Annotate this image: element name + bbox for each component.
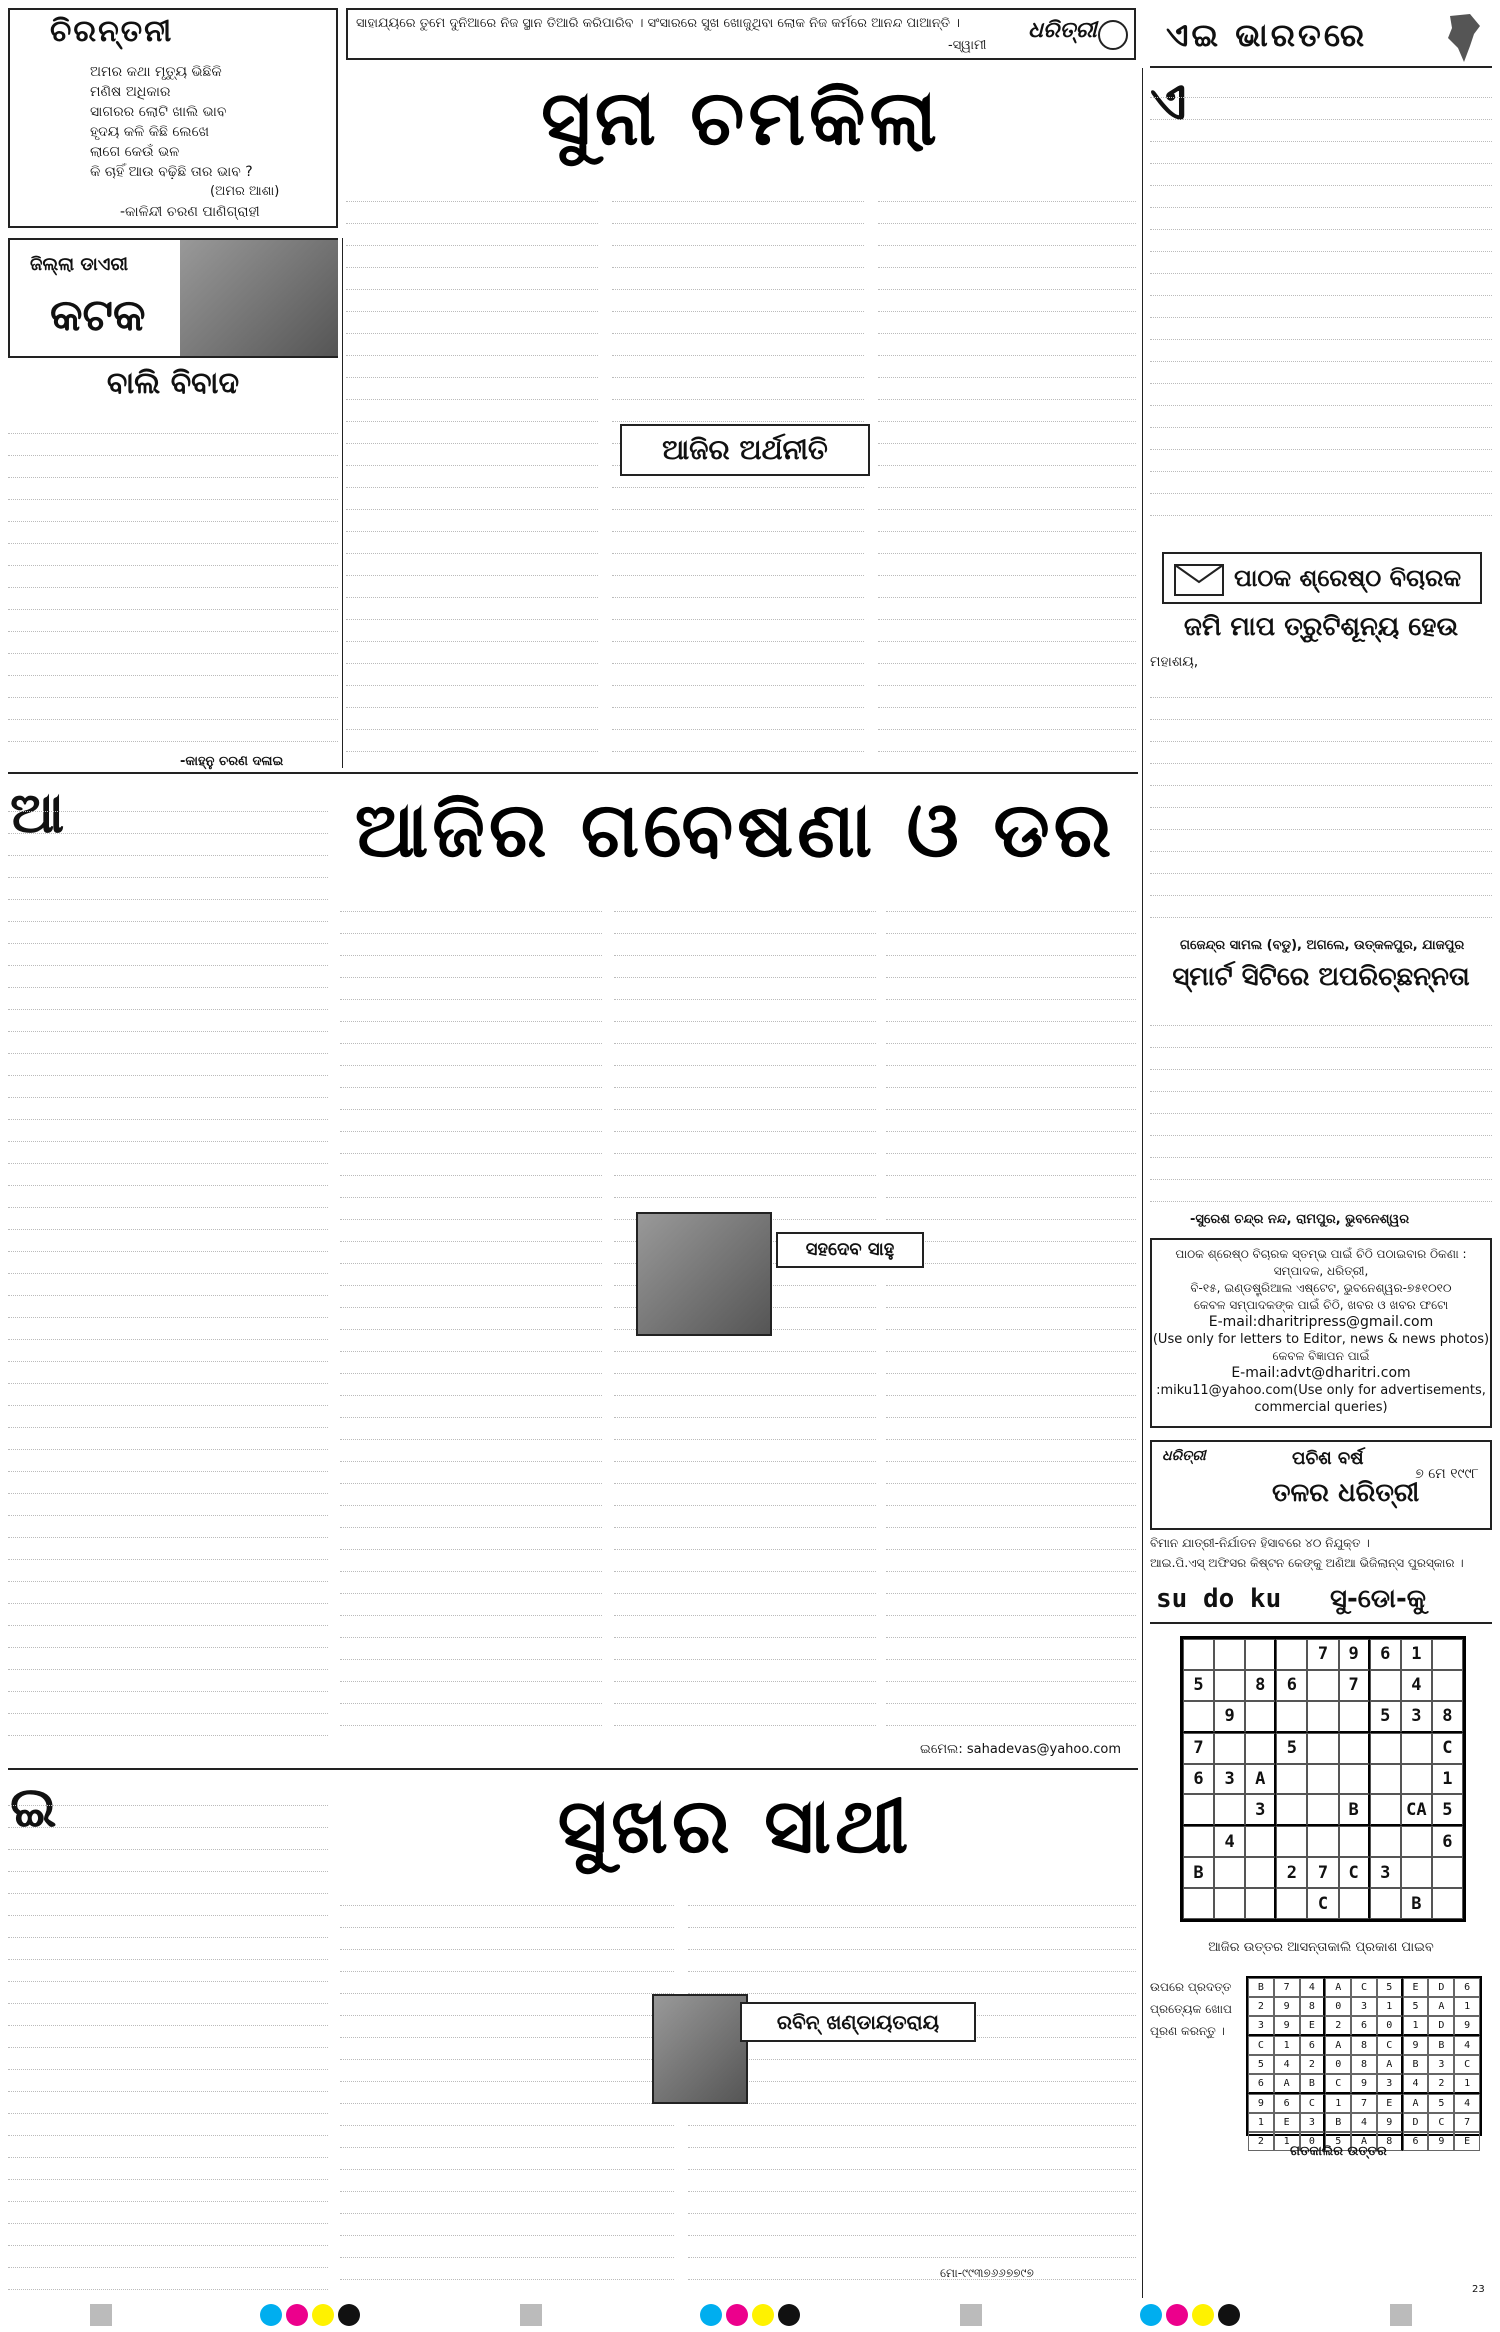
district-headline: ବାଲି ବିବାଦ — [106, 366, 240, 401]
letter1-body — [1150, 676, 1492, 936]
yellow-registration-dot — [312, 2304, 334, 2326]
sukha-dropcap: ଇ — [10, 1775, 57, 1840]
solution-cell: E — [1403, 1978, 1429, 1997]
dharitri-logo: ଧରିତ୍ରୀ — [1028, 18, 1097, 43]
district-diary-label: ଜିଲ୍ଲା ଡାଏରୀ — [30, 254, 129, 275]
sudoku-cell[interactable]: 6 — [1432, 1826, 1463, 1857]
letter2-title: ସ୍ମାର୍ଟ ସିଟିରେ ଅପରିଚ୍ଛନ୍ନତା — [1172, 962, 1470, 992]
sukha-col-1 — [8, 1784, 328, 2294]
poem-line: ସାଗରର ଲୋଟି ଖାଲି ଭାବ — [90, 104, 227, 120]
sudoku-cell[interactable] — [1432, 1639, 1463, 1670]
solution-cell: 9 — [1274, 1997, 1300, 2016]
solution-cell: C — [1454, 2055, 1480, 2074]
sudoku-cell[interactable]: 5 — [1432, 1794, 1463, 1826]
sudoku-cell[interactable] — [1307, 1670, 1338, 1701]
sudoku-cell[interactable] — [1370, 1826, 1401, 1857]
yesterday-solution-grid — [1246, 1976, 1482, 2147]
sudoku-cell[interactable] — [1214, 1670, 1245, 1701]
chirantani-poem — [90, 62, 253, 182]
solution-cell: A — [1274, 2074, 1300, 2094]
sudoku-cell[interactable] — [1432, 1670, 1463, 1701]
solution-cell: 0 — [1377, 2016, 1403, 2036]
solution-cell: B — [1248, 1978, 1274, 1997]
solution-cell: A — [1403, 2094, 1429, 2113]
sudoku-cell[interactable] — [1307, 1733, 1338, 1764]
solution-cell: B — [1325, 2113, 1351, 2132]
quote-text: ସାହାଯ୍ୟରେ ତୁମେ ଦୁନିଆରେ ନିଜ ସ୍ଥାନ ତିଆରି କରିପାରିବ । ସଂସାରରେ ସୁଖ ଖୋଜୁଥିବା ଲୋକ ନିଜ କର୍ମରେ ଆନନ୍ଦ ପାଆନ୍ତି । — [356, 16, 961, 31]
chirantani-title: ଚିରନ୍ତନୀ — [50, 14, 174, 49]
sudoku-cell[interactable]: 4 — [1214, 1826, 1245, 1857]
solution-cell: 9 — [1274, 2016, 1300, 2036]
solution-cell: C — [1377, 2036, 1403, 2055]
solution-cell: 0 — [1325, 2055, 1351, 2074]
solution-cell: B — [1403, 2055, 1429, 2074]
divider — [8, 1768, 1138, 1770]
sudoku-cell[interactable] — [1339, 1826, 1370, 1857]
sudoku-cell[interactable]: 9 — [1339, 1639, 1370, 1670]
sudoku-cell[interactable]: B — [1339, 1794, 1370, 1826]
magenta-registration-dot — [1166, 2304, 1188, 2326]
solution-cell: 6 — [1454, 1978, 1480, 1997]
sudoku-cell[interactable]: 6 — [1276, 1670, 1307, 1701]
sudoku-cell[interactable] — [1214, 1794, 1245, 1826]
solution-cell: D — [1403, 2113, 1429, 2132]
sudoku-cell[interactable] — [1401, 1826, 1432, 1857]
solution-cell: 7 — [1274, 1978, 1300, 1997]
sudoku-cell[interactable] — [1245, 1639, 1276, 1670]
solution-cell: 2 — [1300, 2055, 1326, 2074]
sudoku-cell[interactable] — [1183, 1794, 1214, 1826]
solution-cell: D — [1428, 2016, 1454, 2036]
sukha-col-2 — [340, 1884, 674, 2294]
sudoku-cell[interactable] — [1245, 1857, 1276, 1888]
sudoku-cell[interactable]: 7 — [1183, 1733, 1214, 1764]
sudoku-cell[interactable]: 3 — [1370, 1857, 1401, 1888]
sudoku-answer-note: ଆଜିର ଉତ୍ତର ଆସନ୍ତାକାଲି ପ୍ରକାଶ ପାଇବ — [1208, 1940, 1434, 1955]
ei-bharatare-dropcap: ଏ — [1150, 72, 1187, 132]
registration-block — [960, 2304, 982, 2326]
research-col-1 — [8, 790, 328, 1740]
letters-banner — [1162, 552, 1482, 604]
solution-cell: 1 — [1403, 2016, 1429, 2036]
sudoku-cell[interactable] — [1276, 1888, 1307, 1919]
solution-cell: D — [1428, 1978, 1454, 1997]
sudoku-cell[interactable]: 7 — [1339, 1670, 1370, 1701]
solution-cell: 4 — [1454, 2036, 1480, 2055]
black-registration-dot — [338, 2304, 360, 2326]
sudoku-grid[interactable] — [1180, 1636, 1466, 1922]
contact-line: କେବଳ ବିଜ୍ଞାପନ ପାଇଁ — [1272, 1349, 1370, 1363]
ei-bharatare-body — [1150, 72, 1492, 536]
solution-cell: C — [1300, 2094, 1326, 2113]
twentyfive-item: ଆଇ.ପି.ଏସ୍ ଅଫିସର କିଷ୍ଟନ କେଙ୍କୁ ଅଣିଆ ଭିଜିଲାନ୍ସ ପୁରସ୍କାର । — [1150, 1556, 1464, 1570]
sudoku-cell[interactable] — [1307, 1701, 1338, 1733]
research-headline: ଆଜିର ଗବେଷଣା ଓ ଡର — [354, 785, 1116, 874]
letters-title: ପାଠକ ଶ୍ରେଷ୍ଠ ବିଚାରକ — [1234, 564, 1462, 592]
solution-cell: E — [1377, 2094, 1403, 2113]
sudoku-yesterday-label: ଗତକାଲିର ଉତ୍ତର — [1290, 2144, 1387, 2159]
sukha-col-3 — [688, 1884, 1136, 2294]
solution-cell: 2 — [1248, 2132, 1274, 2151]
twentyfive-item: ବିମାନ ଯାତ୍ରୀ-ନିର୍ଯାତନ ହିସାବରେ ୪୦ ନିଯୁକ୍ତ । — [1150, 1536, 1370, 1550]
sudoku-cell[interactable]: 4 — [1401, 1670, 1432, 1701]
black-registration-dot — [778, 2304, 800, 2326]
sudoku-cell[interactable]: 8 — [1432, 1701, 1463, 1733]
solution-cell: 4 — [1300, 1978, 1326, 1997]
sudoku-cell[interactable] — [1307, 1794, 1338, 1826]
sudoku-cell[interactable] — [1307, 1764, 1338, 1795]
solution-cell: 5 — [1377, 1978, 1403, 1997]
sudoku-cell[interactable]: 6 — [1183, 1764, 1214, 1795]
district-body — [8, 412, 338, 752]
email-link[interactable]: E-mail:dharitripress@gmail.com — [1208, 1314, 1434, 1330]
sudoku-cell[interactable]: 5 — [1370, 1701, 1401, 1733]
solution-cell: 9 — [1403, 2036, 1429, 2055]
email-link[interactable]: :miku11@yahoo.com(Use only for advertisements, commercial queries) — [1156, 1383, 1486, 1415]
solution-cell: 6 — [1274, 2094, 1300, 2113]
registration-block — [1390, 2304, 1412, 2326]
sudoku-cell[interactable] — [1339, 1701, 1370, 1733]
solution-cell: 1 — [1274, 2132, 1300, 2151]
sudoku-cell[interactable] — [1183, 1888, 1214, 1919]
sudoku-cell[interactable] — [1307, 1826, 1338, 1857]
registration-block — [90, 2304, 112, 2326]
sukha-phone: ମୋ-୯୯୩୭୬୬୭୭୯୭ — [940, 2266, 1034, 2280]
sudoku-cell[interactable]: C — [1307, 1888, 1338, 1919]
magenta-registration-dot — [286, 2304, 308, 2326]
sudoku-cell[interactable] — [1276, 1639, 1307, 1670]
sudoku-cell[interactable] — [1183, 1826, 1214, 1857]
sudoku-cell[interactable] — [1183, 1701, 1214, 1733]
poem-line: ମଣିଷ ଅଧିକାର — [90, 84, 171, 100]
solution-cell: A — [1325, 1978, 1351, 1997]
sudoku-cell[interactable] — [1401, 1857, 1432, 1888]
solution-cell: 1 — [1325, 2094, 1351, 2113]
solution-cell: 9 — [1454, 2016, 1480, 2036]
research-author-label: ସହଦେବ ସାହୁ — [776, 1232, 924, 1268]
sudoku-cell[interactable] — [1214, 1639, 1245, 1670]
research-email[interactable]: ଇମେଲ: sahadevas@yahoo.com — [920, 1742, 1121, 1757]
sudoku-cell[interactable]: 5 — [1276, 1733, 1307, 1764]
solution-cell: 4 — [1454, 2094, 1480, 2113]
contact-box — [1150, 1238, 1492, 1428]
poem-source: (ଅମର ଆଶା) — [210, 184, 280, 199]
sudoku-cell[interactable]: CA — [1401, 1794, 1432, 1826]
page-number: 23 — [1472, 2284, 1485, 2295]
solution-cell: C — [1428, 2113, 1454, 2132]
letter2-sign: -ସୁରେଶ ଚନ୍ଦ୍ର ନନ୍ଦ, ରାମପୁର, ଭୁବନେଶ୍ୱର — [1190, 1212, 1410, 1227]
ei-bharatare-header — [1150, 8, 1492, 68]
district-city: କଟକ — [50, 290, 146, 341]
sudoku-cell[interactable] — [1276, 1701, 1307, 1733]
solution-cell: 5 — [1248, 2055, 1274, 2074]
solution-cell: E — [1454, 2132, 1480, 2151]
solution-cell: 3 — [1248, 2016, 1274, 2036]
sudoku-cell[interactable]: 7 — [1307, 1857, 1338, 1888]
sudoku-cell[interactable] — [1432, 1857, 1463, 1888]
sudoku-cell[interactable]: 1 — [1401, 1639, 1432, 1670]
poem-line: କି ଚାହିଁ ଆଉ ବଢ଼ିଛି ତାର ଭାବ ? — [90, 164, 253, 180]
cyan-registration-dot — [260, 2304, 282, 2326]
letter2-body — [1150, 1004, 1492, 1224]
sudoku-title-latin: su do ku — [1156, 1584, 1282, 1614]
author-photo — [636, 1212, 772, 1336]
poem-line: ଲାଗେ କେଉଁ ଭଳ — [90, 144, 180, 160]
solution-cell: 6 — [1403, 2132, 1429, 2151]
solution-cell: E — [1274, 2113, 1300, 2132]
registration-block — [520, 2304, 542, 2326]
solution-cell: 4 — [1274, 2055, 1300, 2074]
india-map-icon — [1440, 12, 1488, 64]
solution-cell: 7 — [1351, 2094, 1377, 2113]
sudoku-cell[interactable] — [1339, 1764, 1370, 1795]
solution-cell: 9 — [1248, 2094, 1274, 2113]
sudoku-cell[interactable]: 3 — [1214, 1764, 1245, 1795]
wheel-icon — [1098, 20, 1128, 50]
solution-cell: B — [1428, 2036, 1454, 2055]
lead-subhead: ଆଜିର ଅର୍ଥନୀତି — [620, 424, 870, 476]
lead-col-1 — [346, 180, 598, 760]
contact-line: ସମ୍ପାଦକ, ଧରିତ୍ରୀ, — [1273, 1264, 1369, 1278]
research-dropcap: ଆ — [10, 781, 65, 846]
letter1-title: ଜମି ମାପ ତ୍ରୁଟିଶୂନ୍ୟ ହେଉ — [1183, 612, 1459, 642]
sudoku-cell[interactable] — [1276, 1764, 1307, 1795]
sudoku-cell[interactable] — [1370, 1733, 1401, 1764]
email-link[interactable]: E-mail:advt@dharitri.com — [1231, 1365, 1411, 1381]
sudoku-cell[interactable]: 1 — [1432, 1764, 1463, 1795]
lead-headline: ସୁନା ଚମକିଲା — [541, 73, 941, 162]
magenta-registration-dot — [726, 2304, 748, 2326]
divider — [8, 772, 1138, 774]
sudoku-cell[interactable] — [1245, 1733, 1276, 1764]
solution-cell: 9 — [1428, 2132, 1454, 2151]
fort-photo — [180, 240, 338, 356]
sudoku-cell[interactable] — [1214, 1857, 1245, 1888]
sudoku-cell[interactable] — [1245, 1701, 1276, 1733]
sudoku-cell[interactable] — [1214, 1888, 1245, 1919]
sudoku-cell[interactable] — [1214, 1733, 1245, 1764]
solution-cell: 3 — [1428, 2055, 1454, 2074]
district-author: -କାହ୍ନୁ ଚରଣ ଦଳାଇ — [180, 754, 284, 769]
poem-line: ହୃଦୟ କଳି କିଛି ଲେଖେ — [90, 124, 210, 140]
twentyfive-date: ୭ ମେ ୧୯୯୮ — [1415, 1466, 1479, 1482]
quote-box — [346, 8, 1136, 60]
solution-cell: 4 — [1351, 2113, 1377, 2132]
solution-cell: 1 — [1454, 2074, 1480, 2094]
sudoku-cell[interactable] — [1339, 1888, 1370, 1919]
sudoku-cell[interactable]: 3 — [1401, 1701, 1432, 1733]
sudoku-cell[interactable] — [1276, 1826, 1307, 1857]
solution-cell: A — [1377, 2055, 1403, 2074]
sudoku-cell[interactable]: 3 — [1245, 1794, 1276, 1826]
solution-cell: 3 — [1300, 2113, 1326, 2132]
sudoku-cell[interactable] — [1370, 1794, 1401, 1826]
sudoku-header — [1150, 1580, 1492, 1624]
contact-note: (Use only for letters to Editor, news & news photos) — [1152, 1332, 1490, 1347]
solution-cell: 7 — [1454, 2113, 1480, 2132]
solution-cell: 0 — [1325, 1997, 1351, 2016]
sudoku-cell[interactable]: 9 — [1214, 1701, 1245, 1733]
solution-cell: 0 — [1300, 2132, 1326, 2151]
solution-cell: 6 — [1248, 2074, 1274, 2094]
sudoku-cell[interactable] — [1401, 1764, 1432, 1795]
solution-cell: 3 — [1351, 1997, 1377, 2016]
solution-cell: B — [1300, 2074, 1326, 2094]
sudoku-cell[interactable] — [1432, 1888, 1463, 1919]
solution-cell: 5 — [1428, 2094, 1454, 2113]
solution-cell: 8 — [1300, 1997, 1326, 2016]
divider — [1142, 68, 1143, 2298]
twentyfive-brand: ଧରିତ୍ରୀ — [1162, 1448, 1206, 1464]
sudoku-cell[interactable]: 7 — [1307, 1639, 1338, 1670]
research-col-2 — [340, 890, 602, 1740]
solution-cell: 2 — [1325, 2016, 1351, 2036]
sudoku-cell[interactable] — [1401, 1733, 1432, 1764]
twentyfive-title1: ପଚିଶ ବର୍ଷ — [1292, 1448, 1364, 1469]
sudoku-cell[interactable] — [1245, 1826, 1276, 1857]
research-col-4 — [886, 890, 1136, 1740]
twentyfive-title2: ତଳର ଧରିତ୍ରୀ — [1272, 1478, 1420, 1508]
sudoku-cell[interactable] — [1183, 1639, 1214, 1670]
solution-cell: 4 — [1403, 2074, 1429, 2094]
solution-cell: 1 — [1377, 1997, 1403, 2016]
chirantani-box — [8, 8, 338, 228]
solution-cell: A — [1428, 1997, 1454, 2016]
sudoku-cell[interactable]: A — [1245, 1764, 1276, 1795]
solution-cell: A — [1351, 2132, 1377, 2151]
solution-cell: 6 — [1351, 2016, 1377, 2036]
sudoku-rules: ଉପରେ ପ୍ରଦତ୍ତ ପ୍ରତ୍ୟେକ ଖୋପ ପୂରଣ କରନ୍ତୁ । — [1150, 1980, 1232, 2038]
envelope-icon — [1174, 564, 1224, 596]
yellow-registration-dot — [752, 2304, 774, 2326]
solution-cell: 5 — [1325, 2132, 1351, 2151]
cyan-registration-dot — [1140, 2304, 1162, 2326]
solution-cell: 3 — [1377, 2074, 1403, 2094]
solution-cell: C — [1351, 1978, 1377, 1997]
sudoku-title-odia: ସୁ-ଡୋ-କୁ — [1330, 1584, 1426, 1614]
solution-cell: 1 — [1274, 2036, 1300, 2055]
solution-cell: C — [1325, 2074, 1351, 2094]
solution-cell: 1 — [1454, 1997, 1480, 2016]
sudoku-cell[interactable]: B — [1401, 1888, 1432, 1919]
poem-line: ଅମର କଥା ମୃତ୍ୟୁ ଭିଛିକି — [90, 64, 222, 80]
solution-cell: 2 — [1428, 2074, 1454, 2094]
solution-cell: 8 — [1377, 2132, 1403, 2151]
divider — [342, 238, 343, 768]
sudoku-cell[interactable]: 2 — [1276, 1857, 1307, 1888]
sudoku-cell[interactable]: C — [1339, 1857, 1370, 1888]
solution-cell: 2 — [1248, 1997, 1274, 2016]
sudoku-cell[interactable] — [1276, 1794, 1307, 1826]
contact-line: କେବଳ ସମ୍ପାଦକଙ୍କ ପାଇଁ ଚିଠି, ଖବର ଓ ଖବର ଫଟୋ — [1193, 1298, 1449, 1312]
sukha-headline: ସୁଖର ସାଥୀ — [557, 1781, 913, 1870]
ei-bharatare-title: ଏଇ ଭାରତରେ — [1166, 16, 1368, 54]
contact-line: ପାଠକ ଶ୍ରେଷ୍ଠ ବିଚାରକ ସ୍ତମ୍ଭ ପାଇଁ ଚିଠି ପଠାଇବାର ଠିକଣା : — [1175, 1247, 1467, 1261]
contact-line: ବି-୧୫, ଇଣ୍ଡଷ୍ଟ୍ରିଆଲ ଏଷ୍ଟେଟ, ଭୁବନେଶ୍ୱର-୭୫୧୦୧୦ — [1190, 1281, 1452, 1295]
quote-author: -ସ୍ୱାମୀ — [948, 38, 987, 53]
sudoku-cell[interactable] — [1370, 1764, 1401, 1795]
sukha-author: ରବିନ୍ ଖଣ୍ଡାୟତରାୟ — [740, 2002, 976, 2042]
sudoku-cell[interactable] — [1339, 1733, 1370, 1764]
solution-cell: 9 — [1377, 2113, 1403, 2132]
sudoku-cell[interactable] — [1245, 1888, 1276, 1919]
sudoku-cell[interactable] — [1370, 1670, 1401, 1701]
sudoku-cell[interactable] — [1370, 1888, 1401, 1919]
lead-col-3 — [878, 180, 1136, 760]
solution-cell: 8 — [1351, 2055, 1377, 2074]
yellow-registration-dot — [1192, 2304, 1214, 2326]
sudoku-cell[interactable]: B — [1183, 1857, 1214, 1888]
twentyfive-years-box — [1150, 1440, 1492, 1530]
solution-cell: A — [1325, 2036, 1351, 2055]
solution-cell: 5 — [1403, 1997, 1429, 2016]
poem-author: -କାଳିନ୍ଦୀ ଚରଣ ପାଣିଗ୍ରାହୀ — [120, 204, 260, 220]
solution-cell: 8 — [1351, 2036, 1377, 2055]
cyan-registration-dot — [700, 2304, 722, 2326]
black-registration-dot — [1218, 2304, 1240, 2326]
solution-cell: C — [1248, 2036, 1274, 2055]
sudoku-cell[interactable]: 6 — [1370, 1639, 1401, 1670]
solution-cell: 9 — [1351, 2074, 1377, 2094]
district-diary-banner — [8, 238, 338, 358]
sudoku-cell[interactable]: 8 — [1245, 1670, 1276, 1701]
author-photo — [652, 1994, 748, 2104]
solution-cell: 6 — [1300, 2036, 1326, 2055]
letter1-salutation: ମହାଶୟ, — [1150, 654, 1199, 670]
solution-cell: 1 — [1248, 2113, 1274, 2132]
letter1-sign: ଗଜେନ୍ଦ୍ର ସାମଲ (ବଡୁ), ଅଗଲେ, ଉତ୍କଳପୁର, ଯାଜପୁର — [1180, 938, 1465, 953]
sudoku-cell[interactable]: 5 — [1183, 1670, 1214, 1701]
sudoku-cell[interactable]: C — [1432, 1733, 1463, 1764]
solution-cell: E — [1300, 2016, 1326, 2036]
